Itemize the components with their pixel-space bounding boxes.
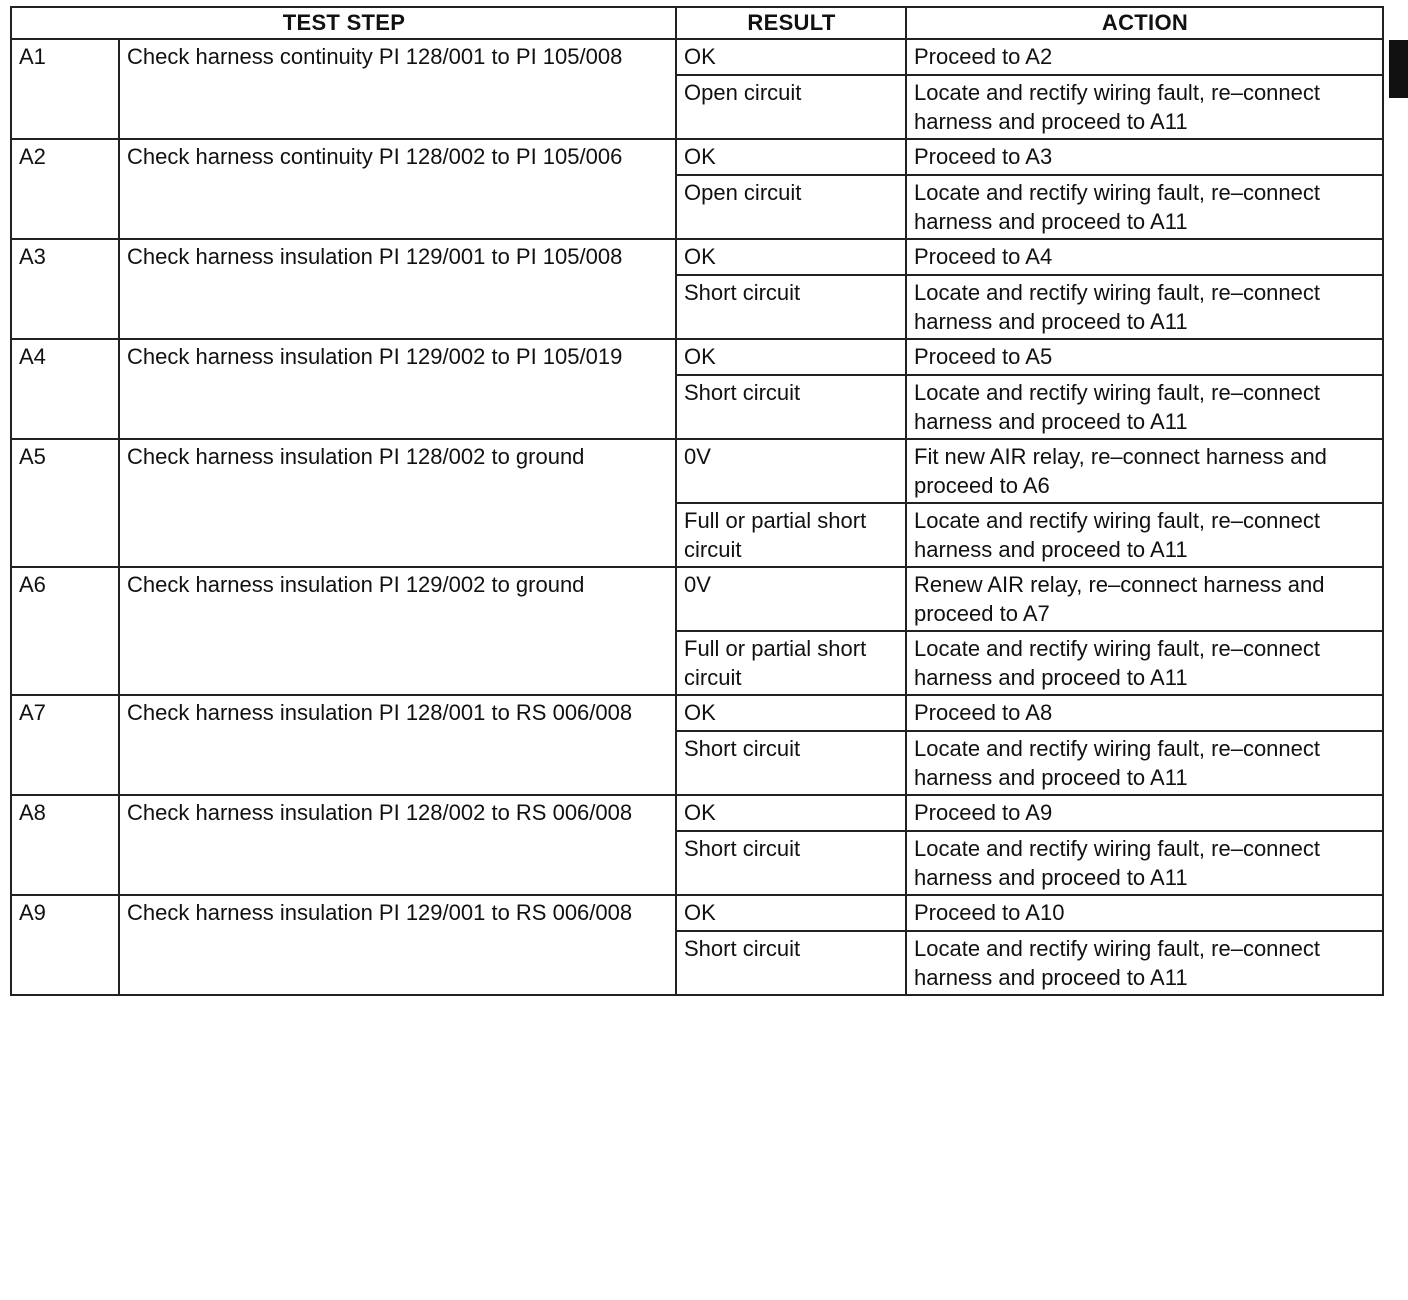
action-cell: Locate and rectify wiring fault, re–connect harness and proceed to A11 [906, 931, 1383, 995]
result-cell: Full or partial short circuit [676, 503, 906, 567]
header-action: ACTION [906, 7, 1383, 39]
table-row [11, 895, 1383, 931]
step-test: Check harness continuity PI 128/001 to PI 105/008 [119, 39, 676, 139]
action-cell: Fit new AIR relay, re–connect harness and proceed to A6 [906, 439, 1383, 503]
header-result: RESULT [676, 7, 906, 39]
table-row [11, 439, 1383, 503]
action-cell: Proceed to A9 [906, 795, 1383, 831]
step-test: Check harness continuity PI 128/002 to PI 105/006 [119, 139, 676, 239]
action-cell: Locate and rectify wiring fault, re–connect harness and proceed to A11 [906, 503, 1383, 567]
result-cell: Open circuit [676, 175, 906, 239]
action-cell: Locate and rectify wiring fault, re–connect harness and proceed to A11 [906, 831, 1383, 895]
table-row [11, 39, 1383, 75]
step-test: Check harness insulation PI 128/001 to RS 006/008 [119, 695, 676, 795]
result-cell: Short circuit [676, 731, 906, 795]
step-test: Check harness insulation PI 129/002 to ground [119, 567, 676, 695]
step-id: A4 [11, 339, 119, 439]
step-id: A2 [11, 139, 119, 239]
action-cell: Locate and rectify wiring fault, re–connect harness and proceed to A11 [906, 75, 1383, 139]
action-cell: Locate and rectify wiring fault, re–connect harness and proceed to A11 [906, 731, 1383, 795]
action-cell: Locate and rectify wiring fault, re–connect harness and proceed to A11 [906, 631, 1383, 695]
table-row [11, 567, 1383, 631]
result-cell: 0V [676, 439, 906, 503]
step-test: Check harness insulation PI 129/001 to PI 105/008 [119, 239, 676, 339]
step-id: A3 [11, 239, 119, 339]
result-cell: Full or partial short circuit [676, 631, 906, 695]
result-cell: Short circuit [676, 375, 906, 439]
result-cell: OK [676, 795, 906, 831]
table-row [11, 695, 1383, 731]
step-id: A6 [11, 567, 119, 695]
step-test: Check harness insulation PI 128/002 to RS 006/008 [119, 795, 676, 895]
action-cell: Locate and rectify wiring fault, re–connect harness and proceed to A11 [906, 175, 1383, 239]
action-cell: Locate and rectify wiring fault, re–connect harness and proceed to A11 [906, 275, 1383, 339]
result-cell: Short circuit [676, 931, 906, 995]
header-row [11, 7, 1383, 39]
step-test: Check harness insulation PI 129/001 to RS 006/008 [119, 895, 676, 995]
step-test: Check harness insulation PI 128/002 to ground [119, 439, 676, 567]
step-test: Check harness insulation PI 129/002 to PI 105/019 [119, 339, 676, 439]
header-test-step: TEST STEP [11, 7, 676, 39]
action-cell: Renew AIR relay, re–connect harness and proceed to A7 [906, 567, 1383, 631]
table-row [11, 339, 1383, 375]
table-row [11, 795, 1383, 831]
section-tab-marker [1389, 40, 1408, 98]
step-id: A1 [11, 39, 119, 139]
action-cell: Proceed to A3 [906, 139, 1383, 175]
table-row [11, 139, 1383, 175]
result-cell: Short circuit [676, 831, 906, 895]
action-cell: Proceed to A2 [906, 39, 1383, 75]
result-cell: Short circuit [676, 275, 906, 339]
action-cell: Proceed to A8 [906, 695, 1383, 731]
table-row [11, 239, 1383, 275]
step-id: A7 [11, 695, 119, 795]
step-id: A8 [11, 795, 119, 895]
result-cell: 0V [676, 567, 906, 631]
action-cell: Locate and rectify wiring fault, re–connect harness and proceed to A11 [906, 375, 1383, 439]
result-cell: OK [676, 339, 906, 375]
result-cell: OK [676, 695, 906, 731]
result-cell: OK [676, 139, 906, 175]
result-cell: OK [676, 239, 906, 275]
action-cell: Proceed to A5 [906, 339, 1383, 375]
step-id: A5 [11, 439, 119, 567]
result-cell: OK [676, 895, 906, 931]
diagnostic-table [10, 6, 1384, 996]
result-cell: Open circuit [676, 75, 906, 139]
result-cell: OK [676, 39, 906, 75]
action-cell: Proceed to A4 [906, 239, 1383, 275]
action-cell: Proceed to A10 [906, 895, 1383, 931]
step-id: A9 [11, 895, 119, 995]
